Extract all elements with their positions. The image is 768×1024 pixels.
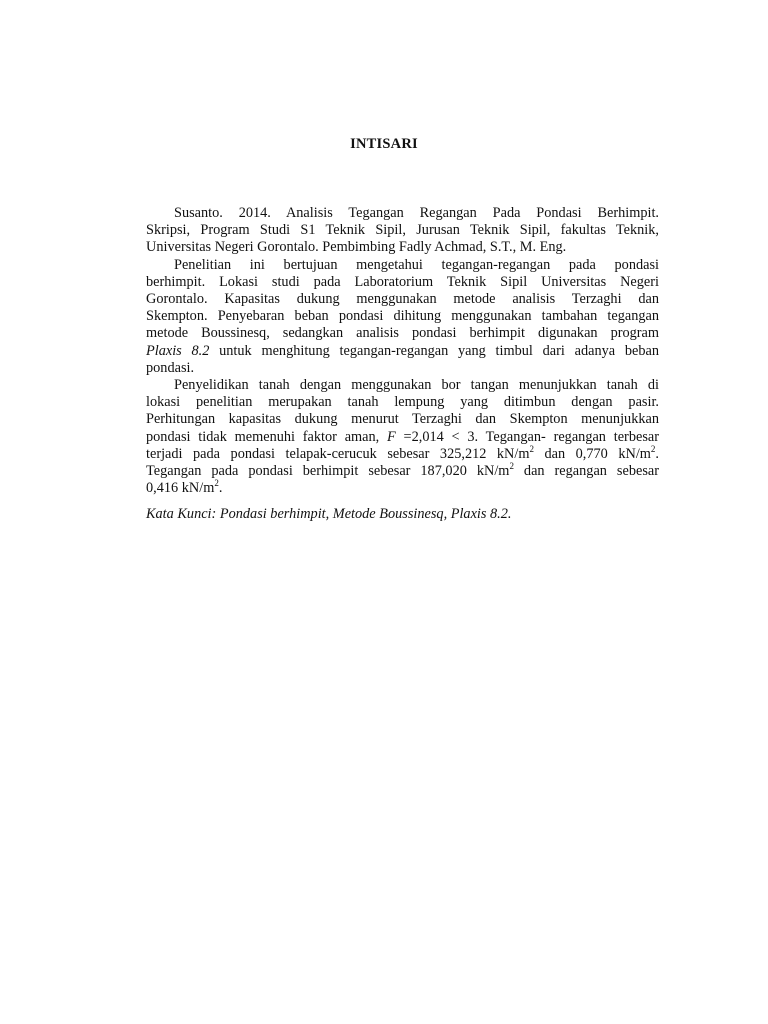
text-line: metode Boussinesq, sedangkan analisis pondasi berhimpit digunakan program bbox=[146, 325, 659, 342]
text-line: Susanto. 2014. Analisis Tegangan Regangan Pada Pondasi Berhimpit. bbox=[174, 205, 659, 221]
results-paragraph bbox=[146, 377, 659, 497]
text-line bbox=[146, 443, 659, 463]
text-line: lokasi penelitian merupakan tanah lempung yang ditimbun dengan pasir. bbox=[146, 394, 659, 411]
text-fragment: =2,014 < 3. Tegangan- regangan terbesar bbox=[395, 428, 659, 445]
text-line bbox=[146, 480, 659, 497]
text-line bbox=[146, 429, 659, 446]
abstract-body bbox=[146, 205, 659, 497]
text-line: Perhitungan kapasitas dukung menurut Terzaghi dan Skempton menunjukkan bbox=[146, 411, 659, 428]
text-fragment: pondasi tidak memenuhi faktor aman, bbox=[146, 428, 388, 445]
text-line: pondasi. bbox=[146, 359, 195, 376]
text-fragment: . bbox=[218, 480, 223, 497]
text-fragment: . bbox=[655, 445, 659, 462]
keywords-line: Kata Kunci: Pondasi berhimpit, Metode Boussinesq, Plaxis 8.2. bbox=[146, 506, 512, 522]
text-fragment: Tegangan pada pondasi berhimpit sebesar 187,020 kN/m bbox=[146, 463, 510, 480]
citation-paragraph bbox=[146, 205, 659, 257]
text-fragment: untuk menghitung tegangan-regangan yang timbul dari adanya beban bbox=[209, 342, 660, 359]
text-line: Penelitian ini bertujuan mengetahui tegangan-regangan pada pondasi bbox=[174, 256, 659, 273]
text-line bbox=[146, 463, 659, 480]
text-line: Penyelidikan tanah dengan menggunakan bor tangan menunjukkan tanah di bbox=[174, 377, 659, 394]
text-line: Skempton. Penyebaran beban pondasi dihitung menggunakan tambahan tegangan bbox=[146, 308, 659, 325]
text-fragment: dan regangan sebesar bbox=[513, 463, 659, 480]
superscript: 2 bbox=[529, 443, 534, 454]
software-name: Plaxis 8.2 bbox=[146, 342, 210, 359]
text-line: berhimpit. Lokasi studi pada Laboratorium Teknik Sipil Universitas Negeri bbox=[146, 273, 659, 290]
page-title: INTISARI bbox=[350, 136, 418, 152]
text-line: Skripsi, Program Studi S1 Teknik Sipil, Jurusan Teknik Sipil, fakultas Teknik, bbox=[146, 222, 659, 239]
text-line: Universitas Negeri Gorontalo. Pembimbing Fadly Achmad, S.T., M. Eng. bbox=[146, 239, 567, 256]
purpose-paragraph bbox=[146, 257, 659, 377]
text-fragment: dan 0,770 kN/m bbox=[533, 445, 651, 462]
text-fragment: 0,416 kN/m bbox=[146, 480, 215, 497]
superscript: 2 bbox=[509, 461, 514, 472]
text-line bbox=[146, 343, 659, 360]
text-fragment: terjadi pada pondasi telapak-cerucuk sebesar 325,212 kN/m bbox=[146, 445, 530, 462]
text-line: Gorontalo. Kapasitas dukung menggunakan metode analisis Terzaghi dan bbox=[146, 291, 659, 308]
superscript: 2 bbox=[650, 443, 656, 454]
superscript: 2 bbox=[214, 478, 219, 489]
symbol-f: F bbox=[387, 428, 396, 445]
